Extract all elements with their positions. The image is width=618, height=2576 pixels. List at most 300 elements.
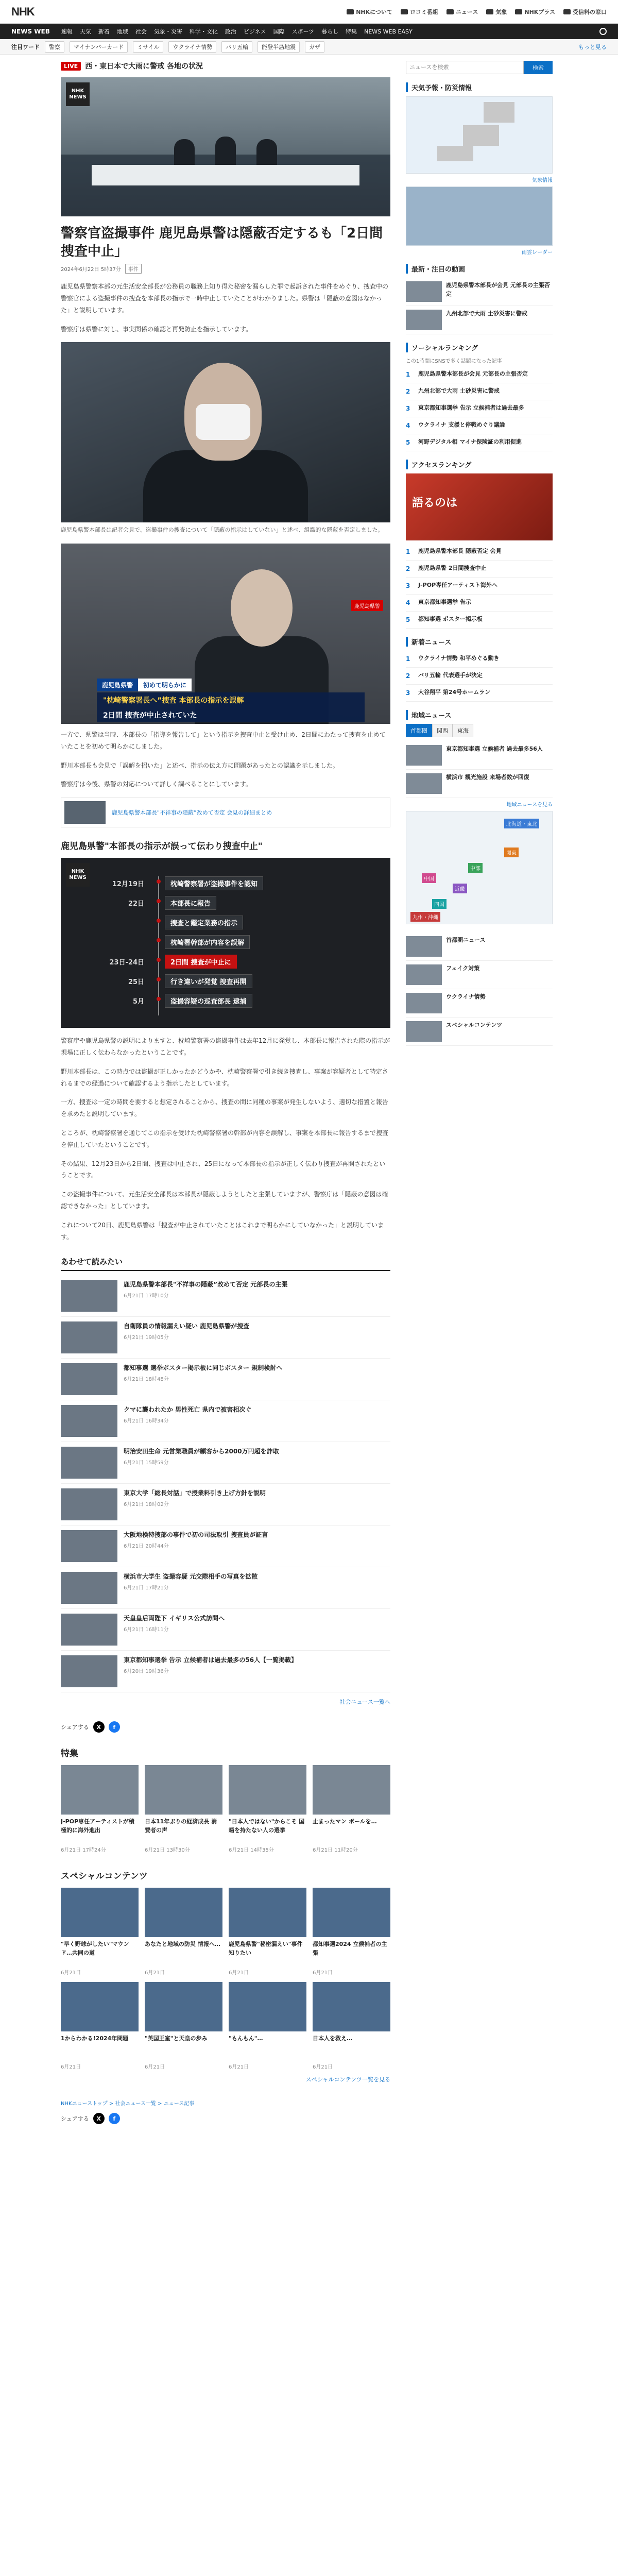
- read-more-text: [124, 1530, 268, 1562]
- read-more-thumb: [61, 1280, 117, 1312]
- read-more-item[interactable]: [61, 1609, 390, 1651]
- live-banner[interactable]: [61, 61, 390, 71]
- read-more-date: 6月21日 16時11分: [124, 1627, 169, 1633]
- telop-label: 鹿児島県警: [97, 679, 138, 691]
- special-date: 6月21日: [229, 2064, 249, 2071]
- top-header: [0, 0, 618, 24]
- article-video-still[interactable]: [61, 544, 390, 724]
- nav-item[interactable]: NEWS WEB EASY: [364, 28, 413, 35]
- read-more-date: 6月21日 18時02分: [124, 1502, 169, 1508]
- region-label[interactable]: 中国: [422, 873, 436, 883]
- social-rank-item[interactable]: [406, 434, 553, 451]
- access-rank-item[interactable]: [406, 578, 553, 595]
- feature-date: 6月21日 13時30分: [145, 1848, 190, 1854]
- social-rank-item[interactable]: [406, 417, 553, 434]
- read-more-thumb: [61, 1572, 117, 1604]
- social-rank-item[interactable]: [406, 400, 553, 417]
- timeline-event: 本部長に報告: [165, 896, 216, 910]
- access-list: [406, 544, 553, 629]
- feature-title: 止まったマン ボールを…: [313, 1818, 377, 1825]
- special-card[interactable]: [145, 1982, 222, 2070]
- nav-item[interactable]: 科学・文化: [189, 28, 218, 35]
- read-more-thumb: [61, 1655, 117, 1687]
- nav-item[interactable]: ビジネス: [243, 28, 266, 35]
- local-text: 東京都知事選 立候補者 過去最多56人: [446, 745, 543, 752]
- read-more-text: [124, 1280, 287, 1312]
- trend-chip[interactable]: マイナンバーカード: [70, 41, 128, 53]
- special-date: 6月21日: [229, 1970, 249, 1976]
- access-rank-item-text: 東京都知事選挙 告示: [418, 599, 471, 605]
- feature-card[interactable]: [145, 1765, 222, 1853]
- timeline-row: [107, 916, 243, 929]
- radar-map[interactable]: [406, 187, 553, 246]
- local-item[interactable]: [406, 741, 553, 770]
- special-image: [145, 1982, 222, 2031]
- search-icon[interactable]: [599, 28, 607, 35]
- top-link-5[interactable]: NHKプラス: [515, 8, 555, 16]
- top-links: [347, 8, 607, 16]
- read-more-date: 6月21日 20時44分: [124, 1544, 169, 1550]
- social-note: この1時間にSNSで多く話題になった記事: [406, 359, 502, 364]
- read-more-item[interactable]: [61, 1400, 390, 1442]
- facebook-icon[interactable]: f: [109, 1721, 120, 1733]
- related-thumbnail: [64, 801, 106, 824]
- read-more-text: [124, 1488, 266, 1520]
- special-date: 6月21日: [61, 1970, 81, 1976]
- related-article-link[interactable]: [61, 798, 390, 827]
- social-rank-item-number: 1: [406, 371, 410, 378]
- top-link-6[interactable]: 受信料の窓口: [563, 8, 607, 16]
- trend-chip[interactable]: パリ五輪: [221, 41, 252, 53]
- feature-image: [313, 1765, 390, 1815]
- square-icon: [486, 9, 493, 14]
- related-title: 鹿児島県警本部長"不祥事の隠蔽”改めて否定 会見の詳細まとめ: [112, 809, 272, 817]
- weather-link[interactable]: 気象情報: [532, 178, 553, 183]
- access-rank-item-number: 4: [406, 599, 410, 606]
- new-title: 新着ニュース: [406, 637, 553, 647]
- timeline-event: 盗撮容疑の巡査部長 逮捕: [165, 994, 252, 1008]
- access-rank-item-number: 2: [406, 565, 410, 572]
- local-tab[interactable]: 関西: [432, 724, 453, 737]
- special-card[interactable]: [313, 1888, 390, 1976]
- share-row: [61, 1721, 390, 1733]
- access-rank-item[interactable]: [406, 595, 553, 612]
- feature-card[interactable]: [229, 1765, 306, 1853]
- map-land: [463, 125, 499, 146]
- read-more-item[interactable]: [61, 1359, 390, 1400]
- side-link-thumb: [406, 1021, 442, 1042]
- article-category[interactable]: 事件: [125, 264, 142, 274]
- hero-image[interactable]: [61, 77, 390, 216]
- article-paragraph: ところが、枕崎警察署を通じてこの指示を受けた枕崎警察署の幹部が内容を誤解し、事案を本部長に報告するまで捜査を停止していたということです。: [61, 1129, 389, 1148]
- side-link-text: フェイク対策: [446, 965, 480, 972]
- timeline-date: 25日: [128, 978, 144, 987]
- article-paragraph: 野川本部長も会見で「誤解を招いた」と述べ、指示の伝え方に問題があったとの認識を示しました。: [61, 761, 339, 769]
- special-image: [229, 1888, 306, 1937]
- access-rank-item-number: 5: [406, 616, 410, 623]
- special-image: [61, 1982, 139, 2031]
- facebook-icon[interactable]: f: [109, 2113, 120, 2124]
- side-link[interactable]: [406, 933, 553, 961]
- breadcrumb[interactable]: NHKニューストップ > 社会ニュース一覧 > ニュース記事: [61, 2101, 195, 2107]
- main-column: [61, 61, 390, 2138]
- read-more-thumb: [61, 1447, 117, 1479]
- article-paragraph: 鹿児島県警察本部の元生活安全部長が公務員の職務上知り得た秘密を漏らした罪で起訴された事件をめぐり、捜査中の警察官による盗撮事件の捜査を本部長の指示で一時中止していたことがわかりました。県警は「隠蔽の意図はなかった」と説明しています。: [61, 283, 389, 314]
- read-more-thumb: [61, 1488, 117, 1520]
- x-icon[interactable]: X: [93, 2113, 105, 2124]
- photo-suit: [143, 450, 308, 522]
- special-image: [313, 1888, 390, 1937]
- read-more-title: 横浜市大学生 盗撮容疑 元交際相手の写真を拡散: [124, 1573, 258, 1581]
- article-paragraph: 野川本部長は、この時点では盗撮が正しかったかどうかや、枕崎警察署で引き続き捜査し、事案が容疑者として特定されるまでの経過について確認するよう指示したとしています。: [61, 1067, 388, 1087]
- article-paragraph: 警察庁や鹿児島県警の説明によりますと、枕崎警察署の盗撮事件は去年12月に発覚し、本部長に報告された際の指示が現場に正しく伝わらなかったということです。: [61, 1037, 390, 1057]
- map-land: [484, 102, 514, 123]
- search-button[interactable]: 検索: [524, 61, 553, 74]
- video-box: [406, 264, 553, 334]
- trend-chip[interactable]: ウクライナ情勢: [168, 41, 216, 53]
- access-rank-item-text: 都知事選 ポスター掲示板: [418, 616, 483, 622]
- side-link[interactable]: [406, 989, 553, 1018]
- local-tab[interactable]: 首都圏: [406, 724, 432, 737]
- top-link-2[interactable]: ロコミ番組: [401, 8, 438, 16]
- feature-title: 日本11年ぶりの経済成長 消費者の声: [145, 1818, 217, 1834]
- feature-image: [145, 1765, 222, 1815]
- timeline-row: [107, 994, 252, 1008]
- access-rank-item-number: 3: [406, 582, 410, 589]
- access-rank-item-text: 鹿児島県警 2日間捜査中止: [418, 565, 487, 571]
- social-title: ソーシャルランキング: [406, 343, 553, 352]
- social-rank-item-text: 東京都知事選挙 告示 立候補者は過去最多: [418, 404, 524, 411]
- weather-title: 天気予報・防災情報: [406, 82, 553, 92]
- local-box: [406, 710, 553, 924]
- video-item[interactable]: [406, 278, 553, 306]
- read-more-link[interactable]: 社会ニュース一覧へ: [339, 1699, 390, 1706]
- access-rank-item-number: 1: [406, 548, 410, 555]
- special-image: [313, 1982, 390, 2031]
- trend-more-link[interactable]: もっと見る: [578, 43, 607, 50]
- new-item-text: 大谷翔平 第24号ホームラン: [418, 689, 491, 696]
- radar-link[interactable]: 雨雲レーダー: [522, 250, 553, 256]
- new-item[interactable]: [406, 685, 553, 702]
- new-item-number: 2: [406, 672, 410, 680]
- access-rank-item-text: 鹿児島県警本部長 隠蔽否定 会見: [418, 548, 502, 554]
- read-more-title: 大阪地検特捜部の事件で初の司法取引 捜査員が証言: [124, 1531, 268, 1539]
- square-icon: [447, 9, 454, 14]
- social-rank-item-text: ウクライナ 支援と停戦めぐり議論: [418, 421, 505, 428]
- nav-item[interactable]: 国際: [273, 28, 285, 35]
- local-more[interactable]: 地域ニュースを見る: [506, 802, 553, 808]
- nhk-logo[interactable]: NHK: [11, 5, 35, 18]
- social-rank-item-number: 5: [406, 439, 410, 446]
- weather-map[interactable]: [406, 96, 553, 174]
- nav-item[interactable]: 天気: [79, 28, 91, 35]
- social-rank-item-number: 4: [406, 422, 410, 429]
- side-link-text: スペシャルコンテンツ: [446, 1022, 503, 1028]
- special-image: [229, 1982, 306, 2031]
- special-title: "早く野球がしたい"マウンド…共同の道: [61, 1941, 129, 1956]
- read-more-item[interactable]: [61, 1567, 390, 1609]
- read-more-text: [124, 1447, 279, 1479]
- region-label[interactable]: 北海道・東北: [504, 819, 539, 828]
- region-label[interactable]: 九州・沖縄: [410, 912, 440, 922]
- nhk-news-badge: NHK NEWS: [66, 82, 90, 106]
- read-more-thumb: [61, 1321, 117, 1353]
- new-item-number: 3: [406, 689, 410, 697]
- article-paragraph: 警察庁は県警に対し、事実関係の確認と再発防止を指示しています。: [61, 325, 252, 333]
- nav-item[interactable]: 速報: [61, 28, 73, 35]
- read-more-date: 6月21日 16時34分: [124, 1418, 169, 1425]
- special-title: 鹿児島県警"秘密漏えい"事件 知りたい: [229, 1941, 303, 1956]
- read-more-item[interactable]: [61, 1317, 390, 1359]
- special-card[interactable]: [313, 1982, 390, 2070]
- access-feature-image[interactable]: [406, 473, 553, 540]
- share-label: シェアする: [61, 1724, 89, 1731]
- timeline-event: 2日間 捜査が中止に: [165, 955, 237, 969]
- social-ranking-box: [406, 343, 553, 451]
- trend-label: 注目ワード: [11, 43, 40, 50]
- read-more-item[interactable]: [61, 1442, 390, 1484]
- timeline-row: [107, 955, 237, 969]
- read-more-date: 6月21日 18時48分: [124, 1377, 169, 1383]
- side-link[interactable]: [406, 961, 553, 989]
- timeline-date: 23日-24日: [109, 959, 144, 967]
- read-more-item[interactable]: [61, 1275, 390, 1317]
- main-nav: [0, 24, 618, 39]
- region-label[interactable]: 近畿: [453, 884, 467, 893]
- read-more-date: 6月20日 19時36分: [124, 1669, 169, 1675]
- read-more-text: [124, 1363, 282, 1395]
- read-more-text: [124, 1405, 251, 1437]
- sidebar-search: [406, 61, 553, 74]
- social-rank-item[interactable]: [406, 366, 553, 383]
- timeline-event: 捜査と鑑定業務の指示: [165, 916, 243, 929]
- local-tab[interactable]: 東海: [453, 724, 473, 737]
- read-more-title: クマに襲われたか 男性死亡 県内で被害相次ぐ: [124, 1406, 252, 1414]
- new-item-text: パリ五輪 代表選手が決定: [418, 672, 483, 679]
- trend-bar: [0, 39, 618, 55]
- access-rank-item[interactable]: [406, 544, 553, 561]
- feature-date: 6月21日 17時24分: [61, 1848, 106, 1854]
- read-more-item[interactable]: [61, 1651, 390, 1692]
- region-label[interactable]: 関東: [504, 848, 519, 857]
- square-icon: [515, 9, 522, 14]
- read-more-text: [124, 1614, 225, 1646]
- side-link-text: ウクライナ情勢: [446, 993, 486, 1000]
- square-icon: [563, 9, 571, 14]
- live-text: 西・東日本で大雨に警戒 各地の状況: [85, 62, 203, 71]
- timeline-event: 枕崎署幹部が内容を誤解: [165, 935, 250, 949]
- read-more-title: 鹿児島県警本部長"不祥事の隠蔽”改めて否定 元部長の主張: [124, 1281, 288, 1289]
- read-more-heading: あわせて読みたい: [61, 1256, 390, 1271]
- special-title: "英国王室"と天皇の歩み: [145, 2035, 208, 2042]
- top-link-3[interactable]: ニュース: [447, 8, 478, 16]
- weather-box: [406, 82, 553, 256]
- feature-card[interactable]: [313, 1765, 390, 1853]
- timeline-event: 枕崎警察署が盗撮事件を認知: [165, 876, 263, 890]
- trend-chip[interactable]: ガザ: [305, 41, 324, 53]
- special-card[interactable]: [61, 1982, 139, 2070]
- read-more-list: [61, 1275, 390, 1692]
- new-item[interactable]: [406, 651, 553, 668]
- special-grid: [61, 1888, 390, 2070]
- special-title: 日本人を救え…: [313, 2035, 352, 2042]
- telop-line: "枕崎警察署長へ”捜査 本部長の指示を誤解: [97, 692, 365, 708]
- special-date: 6月21日: [61, 2064, 81, 2071]
- article-paragraph: 一方で、県警は当時、本部長の「指導を報告して」という指示を捜査中止と受け止め、2日間にわたって捜査を止めていたことを初めて明らかにしました。: [61, 731, 386, 750]
- read-more-thumb: [61, 1405, 117, 1437]
- special-date: 6月21日: [313, 2064, 333, 2071]
- top-link-1[interactable]: NHKについて: [347, 8, 392, 16]
- local-item[interactable]: [406, 770, 553, 798]
- timeline-date: 5月: [132, 998, 144, 1006]
- newsweb-brand[interactable]: NEWS WEB: [11, 28, 50, 35]
- feature-date: 6月21日 14時35分: [229, 1848, 274, 1854]
- share-row-bottom: [61, 2113, 390, 2124]
- feature-text: 語るのは: [412, 497, 458, 510]
- region-label[interactable]: 四国: [432, 899, 447, 909]
- photo-caption: 鹿児島県警本部長は記者会見で、盗撮事件の捜査について「隠蔽の指示はしていない」と述べ、組織的な隠蔽を否定しました。: [61, 527, 384, 534]
- live-tag: LIVE: [61, 62, 81, 71]
- search-input[interactable]: [406, 61, 524, 74]
- top-link-4[interactable]: 気象: [486, 8, 507, 16]
- read-more-date: 6月21日 19時05分: [124, 1335, 169, 1341]
- special-card[interactable]: [229, 1982, 306, 2070]
- trend-chip[interactable]: 警察: [45, 41, 64, 53]
- access-ranking-box: [406, 460, 553, 629]
- read-more-item[interactable]: [61, 1526, 390, 1567]
- video-item[interactable]: [406, 306, 553, 334]
- article-paragraph: これについて20日、鹿児島県警は「捜査が中止されていたことはこれまで明らかにしていなかった」と説明しています。: [61, 1221, 384, 1241]
- video-text: 九州北部で大雨 土砂災害に警戒: [446, 310, 527, 317]
- photo-mask: [196, 404, 250, 440]
- special-date: 6月21日: [313, 1970, 333, 1976]
- read-more-title: 東京都知事選挙 告示 立候補者は過去最多の56人【一覧掲載】: [124, 1656, 298, 1664]
- video-text: 鹿児島県警本部長が会見 元部長の主張否定: [446, 282, 550, 297]
- special-date: 6月21日: [145, 1970, 165, 1976]
- nav-item[interactable]: 特集: [346, 28, 357, 35]
- nav-item[interactable]: 政治: [225, 28, 236, 35]
- features-heading: 特集: [61, 1749, 78, 1759]
- special-card[interactable]: [145, 1888, 222, 1976]
- side-link-text: 首都圏ニュース: [446, 937, 486, 943]
- feature-date: 6月21日 11時20分: [313, 1848, 358, 1854]
- social-rank-item[interactable]: [406, 383, 553, 400]
- local-tabs: [406, 724, 553, 737]
- share-label: シェアする: [61, 2115, 89, 2123]
- article-paragraph: その結果、12月23日から2日間、捜査は中止され、25日になって本部長の指示が正しく伝わり捜査が再開されたということです。: [61, 1160, 386, 1179]
- new-list: [406, 651, 553, 702]
- local-text: 横浜市 観光施設 来場者数が回復: [446, 774, 529, 781]
- side-link-thumb: [406, 936, 442, 957]
- nav-item[interactable]: スポーツ: [291, 28, 315, 35]
- nav-item[interactable]: 気象・災害: [153, 28, 182, 35]
- access-rank-item[interactable]: [406, 612, 553, 629]
- read-more-thumb: [61, 1614, 117, 1646]
- special-card[interactable]: [61, 1888, 139, 1976]
- article-paragraph: この盗撮事件について、元生活安全部長は本部長が隠蔽しようとしたと主張していますが、警察庁は「隠蔽の意図は確認できなかった」としています。: [61, 1191, 388, 1210]
- article-paragraph: 一方、捜査は一定の時間を要すると想定されることから、捜査の間に同種の事案が発生しないよう、適切な措置と報告を求めたと説明しています。: [61, 1098, 389, 1118]
- photo-face: [231, 569, 293, 647]
- telop: [97, 679, 365, 722]
- access-title: アクセスランキング: [406, 460, 553, 469]
- side-link-thumb: [406, 993, 442, 1013]
- timeline-row: [107, 974, 252, 988]
- trend-chip[interactable]: ミサイル: [133, 41, 163, 53]
- local-region-map[interactable]: [406, 811, 553, 924]
- nav-item[interactable]: 社会: [135, 28, 147, 35]
- timeline-date: 12月19日: [112, 880, 144, 889]
- special-title: あなたと地域の防災 情報へ…: [145, 1941, 220, 1948]
- page-layout: [0, 55, 618, 2138]
- read-more-title: 天皇皇后両陛下 イギリス公式訪問へ: [124, 1615, 225, 1622]
- feature-card[interactable]: [61, 1765, 139, 1853]
- social-list: [406, 366, 553, 451]
- read-more-text: [124, 1572, 258, 1604]
- read-more-date: 6月21日 17時21分: [124, 1585, 169, 1591]
- read-more-thumb: [61, 1363, 117, 1395]
- social-rank-item-number: 2: [406, 388, 410, 395]
- read-more-text: [124, 1655, 297, 1687]
- square-icon: [347, 9, 354, 14]
- nhk-news-badge: NHK NEWS: [66, 863, 90, 887]
- nav-item[interactable]: 新着: [98, 28, 110, 35]
- video-thumb: [406, 310, 442, 330]
- article-title: 警察官盗撮事件 鹿児島県警は隠蔽否定するも「2日間捜査中止」: [61, 226, 383, 260]
- new-item-text: ウクライナ情勢 和平めぐる動き: [418, 655, 500, 662]
- access-rank-item[interactable]: [406, 561, 553, 578]
- section-heading: 鹿児島県警"本部長の指示が誤って伝わり捜査中止": [61, 841, 263, 852]
- special-title: "もんもん"…: [229, 2035, 263, 2042]
- timeline-row: [107, 876, 263, 890]
- social-rank-item-text: 鹿児島県警本部長が会見 元部長の主張否定: [418, 370, 528, 377]
- special-image: [145, 1888, 222, 1937]
- new-item[interactable]: [406, 668, 553, 685]
- special-image: [61, 1888, 139, 1937]
- live-caption-box: 鹿児島県警: [351, 600, 383, 611]
- social-rank-item-text: 河野デジタル相 マイナ保険証の利用促進: [418, 438, 522, 445]
- social-rank-item-number: 3: [406, 405, 410, 412]
- article-photo-masked-man: [61, 342, 390, 522]
- hero-table: [92, 165, 359, 185]
- article-date: 2024年6月22日 5時37分: [61, 267, 121, 273]
- read-more-text: [124, 1321, 249, 1353]
- read-more-thumb: [61, 1530, 117, 1562]
- bottom-links-box: [406, 933, 553, 1046]
- x-icon[interactable]: X: [93, 1721, 105, 1733]
- new-box: [406, 637, 553, 702]
- feature-title: "日本人ではない"からこそ 国籍を持たない人の選挙: [229, 1818, 305, 1834]
- read-more-item[interactable]: [61, 1484, 390, 1526]
- nav-item[interactable]: 暮らし: [321, 28, 339, 35]
- read-more-section: [61, 1256, 390, 1706]
- side-link[interactable]: [406, 1018, 553, 1046]
- square-icon: [401, 9, 408, 14]
- local-thumb: [406, 745, 442, 766]
- timeline-graphic: [61, 858, 390, 1028]
- special-title: 1からわかる!2024年問題: [61, 2035, 129, 2042]
- special-title: 都知事選2024 立候補者の主張: [313, 1941, 387, 1956]
- local-title: 地域ニュース: [406, 710, 553, 720]
- nav-item[interactable]: 地域: [116, 28, 128, 35]
- region-label[interactable]: 中部: [468, 863, 483, 873]
- social-rank-item-text: 九州北部で大雨 土砂災害に警戒: [418, 387, 500, 394]
- map-land: [437, 146, 473, 161]
- trend-chip[interactable]: 能登半島地震: [258, 41, 300, 53]
- special-more-link[interactable]: スペシャルコンテンツ一覧を見る: [305, 2076, 390, 2083]
- side-link-thumb: [406, 964, 442, 985]
- article-meta: [61, 264, 390, 274]
- special-card[interactable]: [229, 1888, 306, 1976]
